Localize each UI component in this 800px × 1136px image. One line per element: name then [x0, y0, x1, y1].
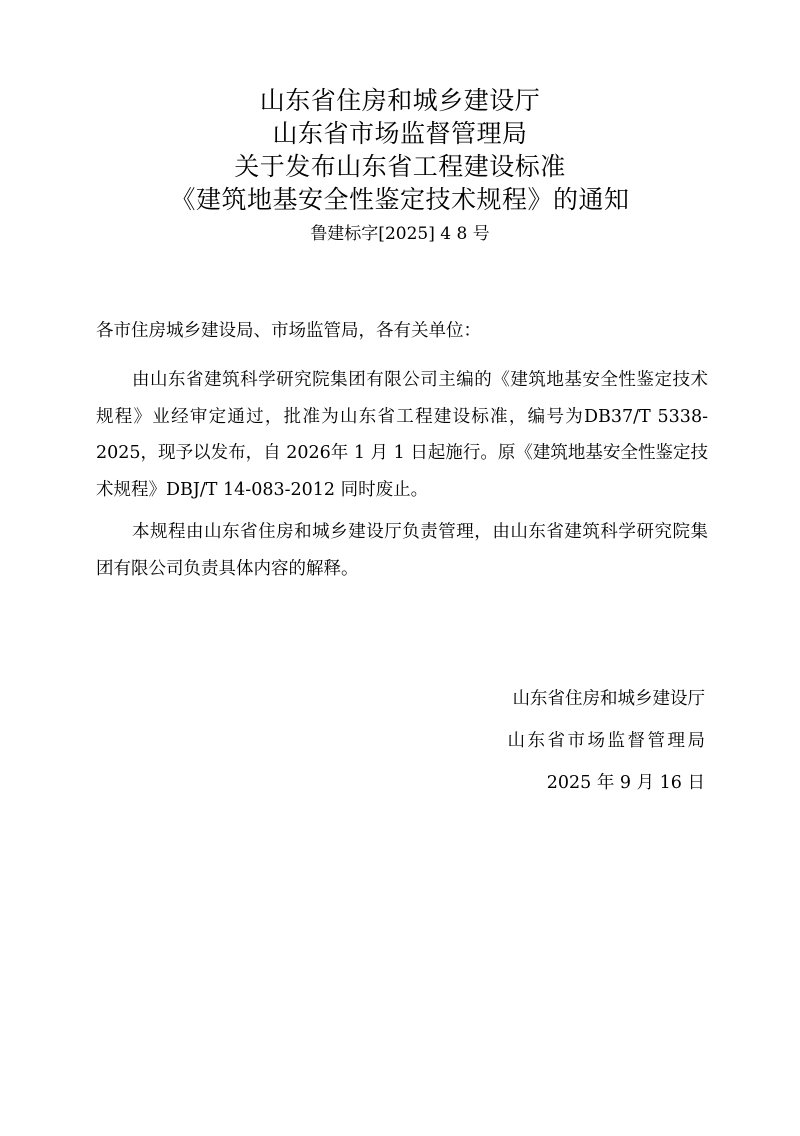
- paragraph-1: 由山东省建筑科学研究院集团有限公司主编的《建筑地基安全性鉴定技术规程》业经审定通过，批准为山东省工程建设标准，编号为DB37/T 5338-2025，现予以发布，自 2026年 1 月 1 日起施行。原《建筑地基安全性鉴定技术规程》DBJ/T 14-083-2012 同时废止。: [96, 370, 708, 500]
- document-number: 鲁建标字[2025] 4 8 号: [310, 224, 490, 244]
- issue-date: 2025 年 9 月 16 日: [546, 773, 705, 793]
- title-line-1: 山东省住房和城乡建设厅: [259, 86, 541, 115]
- paragraph-2: 本规程由山东省住房和城乡建设厅负责管理，由山东省建筑科学研究院集团有限公司负责具体内容的解释。: [96, 522, 708, 579]
- notice-body: [96, 318, 708, 593]
- title-line-4: 《建筑地基安全性鉴定技术规程》的通知: [170, 185, 630, 214]
- issuer-housing-department: 山东省住房和城乡建设厅: [512, 689, 705, 709]
- issuer-market-supervision-bureau: 山东省市场监督管理局: [507, 731, 708, 751]
- notice-header: [0, 84, 800, 246]
- title-line-2: 山东省市场监督管理局: [272, 119, 528, 148]
- title-line-3: 关于发布山东省工程建设标准: [234, 152, 566, 181]
- signature-block: [508, 678, 706, 804]
- salutation: 各市住房城乡建设局、市场监管局，各有关单位：: [96, 321, 481, 341]
